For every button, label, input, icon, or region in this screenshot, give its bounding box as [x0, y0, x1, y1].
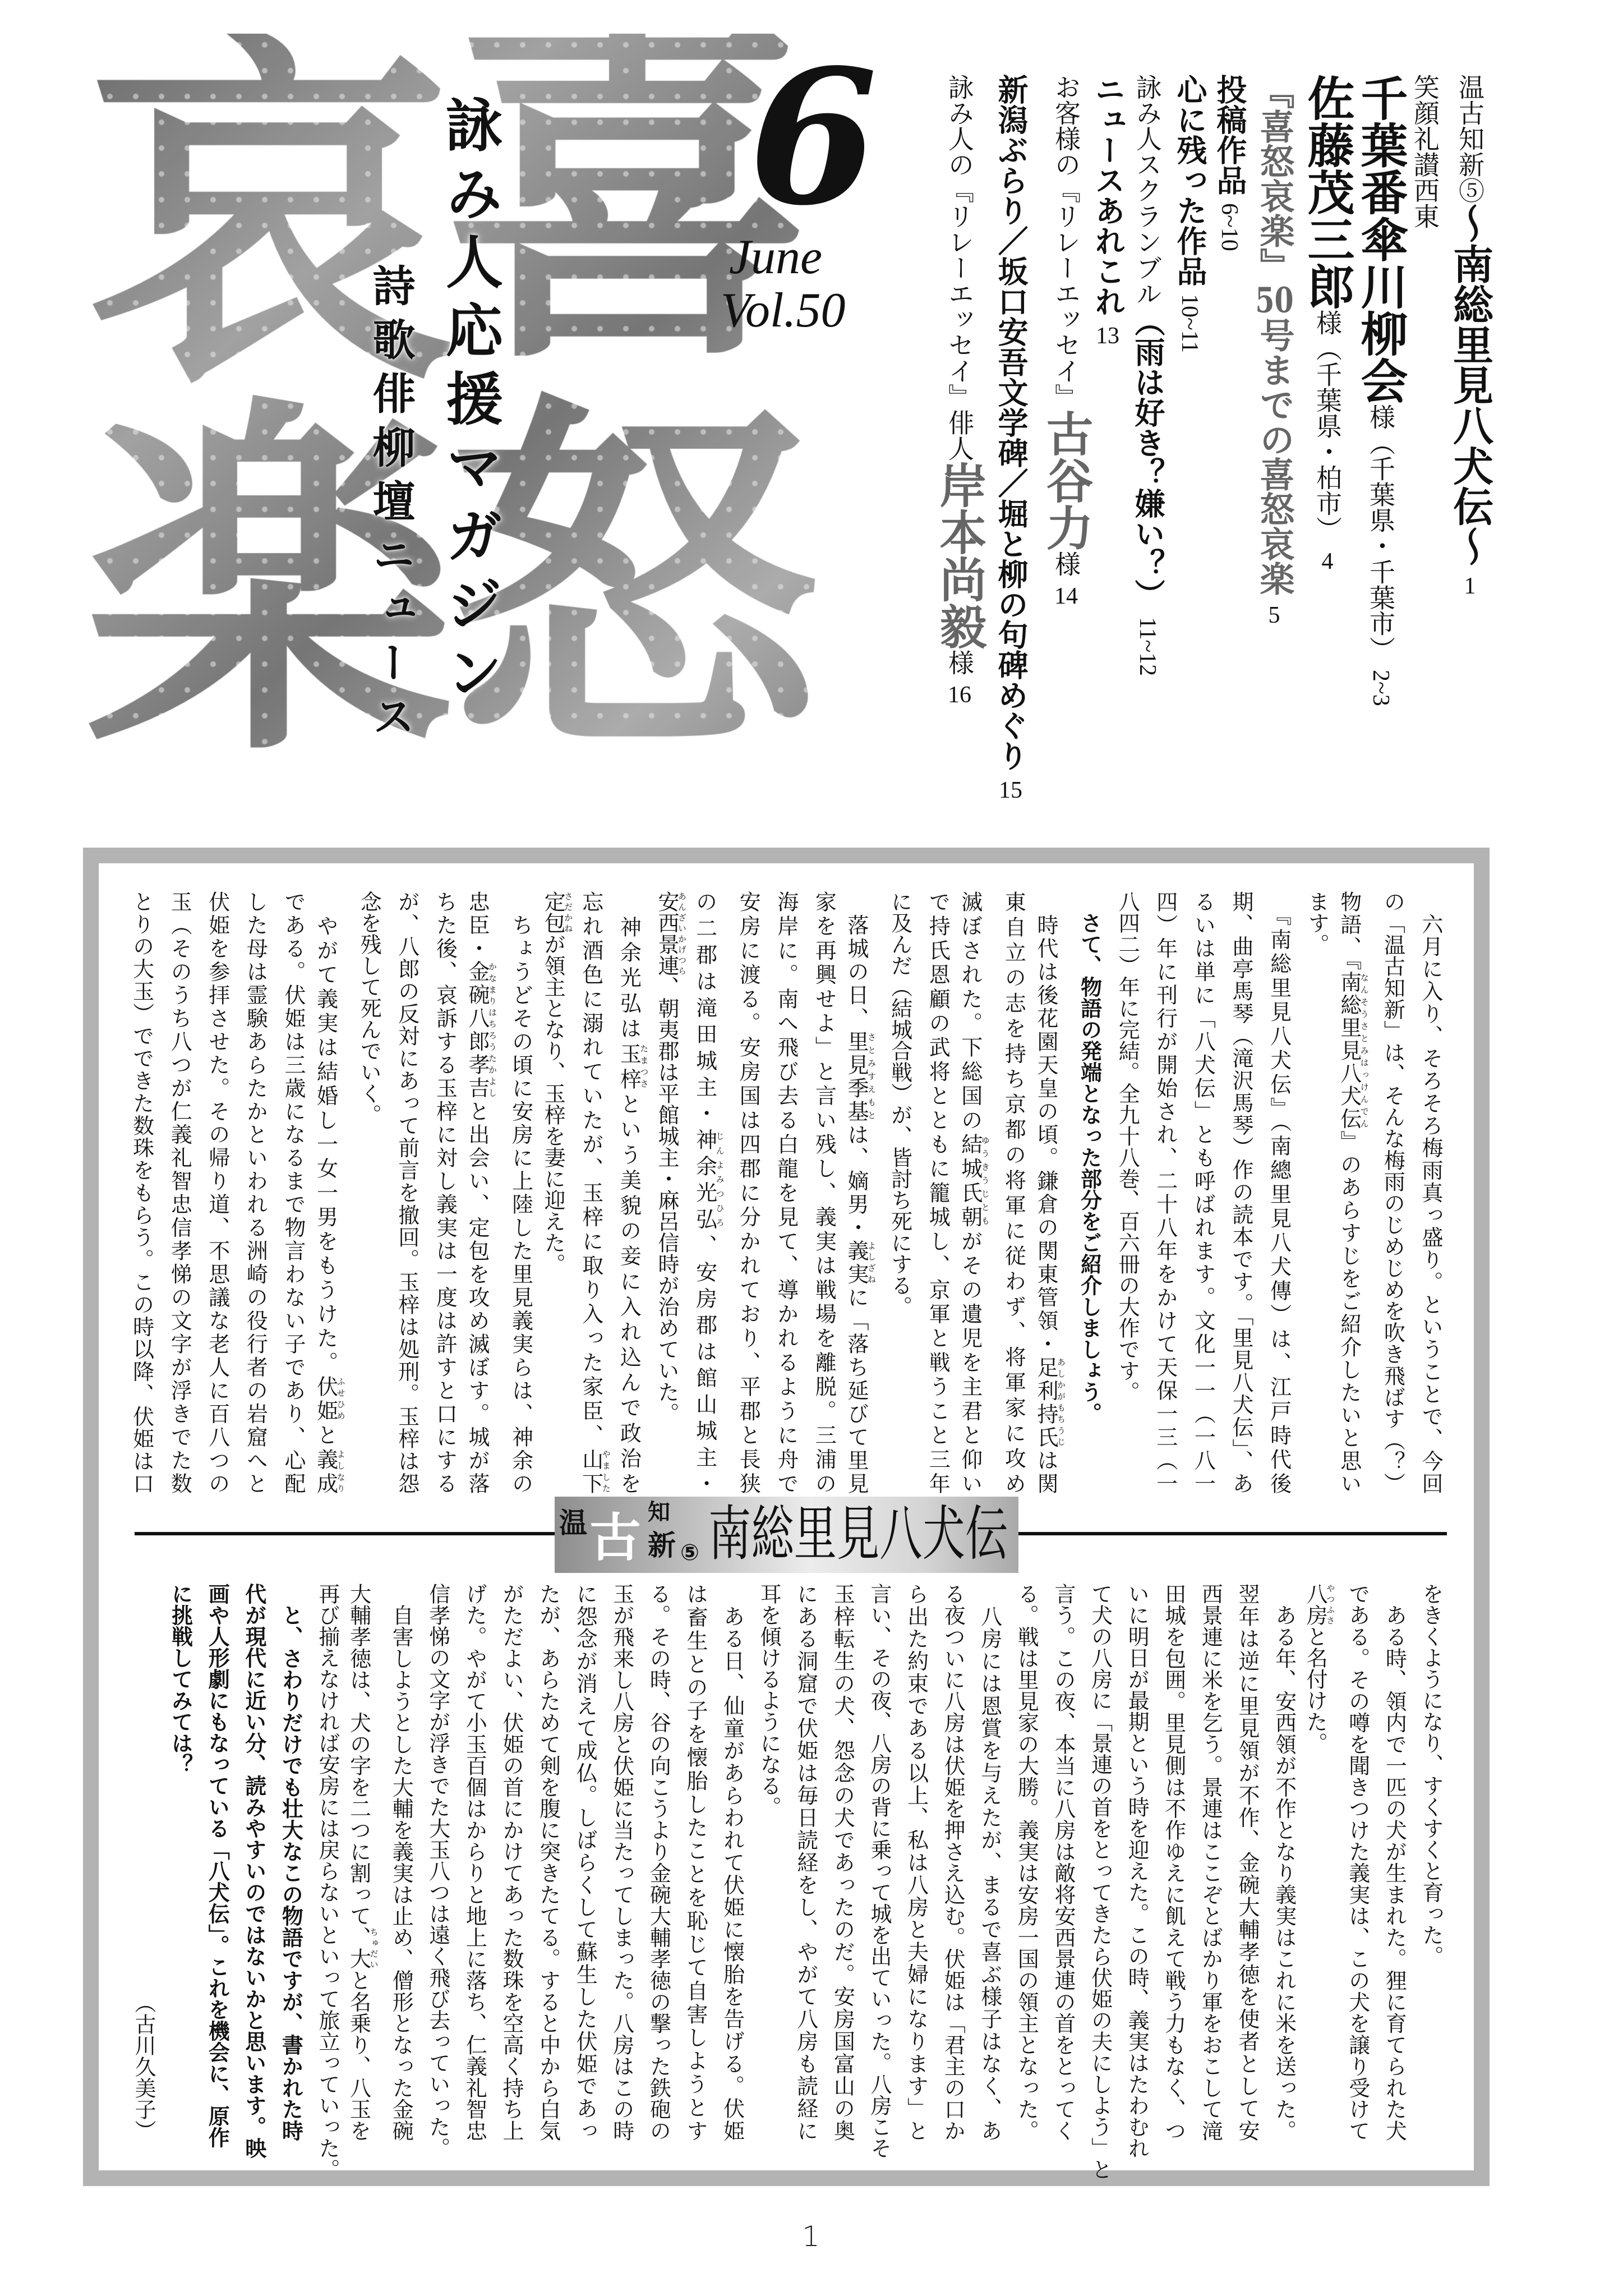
article-text-column: ある年、安西領が不作となり義実はこれに米を送った。: [1271, 1583, 1297, 2142]
article-text-column: 安房に渡る。安房国は四郡に分かれており、平郡と長狭: [736, 891, 761, 1494]
article-text-column: である。その噂を聞きつけた義実は、この犬を譲り受けて: [1345, 1583, 1370, 2142]
article-text-column: 滅ぼされた。下総国の結城氏朝ゆうきうじともがその遺児を主君と仰い: [957, 891, 990, 1494]
magazine-subtitle: 詠み人応援マガジン: [436, 95, 503, 711]
article-text-column: ます。: [1304, 891, 1330, 955]
article-text-column: をきくようになり、すくすくと育った。: [1419, 1583, 1444, 1967]
article-text-column: にある洞窟で伏姫は毎日読経をし、やがて八房も読経に: [793, 1583, 818, 2141]
article-text-column: 田城を包囲。里見側は不作ゆえに飢えて戦う力もなく、つ: [1161, 1583, 1186, 2141]
toc-entry: [1039, 74, 1094, 608]
toc-entry: [1353, 74, 1409, 706]
ruby-annotation: 玉梓たまつさ: [616, 1042, 649, 1093]
toc-entry-text: ～南総里見八犬伝～: [1446, 203, 1494, 567]
ruby-annotation: 義成よしなり: [313, 1448, 346, 1494]
ruby-annotation: 山下やました: [578, 1448, 611, 1494]
toc-entry-text: 古谷力: [1039, 409, 1094, 551]
article-text-column: である。伏姫は三歳になるまで物言わない子であり、心配: [281, 891, 306, 1494]
toc-entry-text: 50: [1255, 283, 1294, 318]
banner-char-shin: 新: [648, 1529, 676, 1562]
article-text-column: した母は霊験あらたかといわれる洲崎の役行者の岩窟へと: [243, 891, 268, 1494]
article-author: （古川久美子）: [131, 1992, 156, 2141]
article-text-column: 自害しようとした大輔を義実は止め、僧形となった金碗: [389, 1583, 414, 2141]
article-text-column: と、さわりだけでも壮大なこの物語ですが、書かれた時: [278, 1583, 303, 2141]
ruby-annotation: 八房やつふさ: [1303, 1583, 1336, 1626]
article-text-column: て犬の八房に「景連の首をとってきたら伏姫の夫にしよう」と: [1087, 1583, 1113, 2180]
toc-entry: [1212, 74, 1247, 251]
toc-entry: [1174, 74, 1205, 353]
toc-entry: [932, 74, 988, 707]
ruby-annotation: 定包さだかね: [541, 891, 574, 933]
toc-page-number: 5: [1268, 604, 1280, 627]
banner-char-chi: 知: [648, 1499, 670, 1525]
article-title: 南総里見八犬伝: [708, 1499, 1008, 1568]
toc-page-number: 2~3: [1368, 670, 1394, 706]
toc-entry-text: 心に残った作品: [1172, 74, 1207, 286]
article-text-column: で持氏恩顧の武将とともに籠城し、京軍と戦うこと三年: [925, 891, 951, 1494]
article-text-column: 『南総里見八犬伝』（南總里見八犬傳）は、江戸時代後: [1266, 891, 1292, 1494]
page-number: 1: [802, 2220, 820, 2253]
article-text-column: 四）年に刊行が開始され、二十八年をかけて天保一三（一: [1152, 891, 1178, 1494]
ruby-annotation: 安西景連あんざいかげつら: [654, 891, 687, 976]
article-text-column: 忘れ酒色に溺れていたが、玉梓に取り入った家臣、山下やました: [578, 891, 611, 1494]
article-text-column: 時代は後花園天皇の頃。鎌倉の関東管領・足利持氏あしかがもちうじは関: [1034, 891, 1066, 1494]
article-text-column: 物語、『南総里見八犬伝なんそうさとみはっけんでん』のあらすじをご紹介したいと思い: [1336, 891, 1370, 1494]
article-text-column: に挑戦してみては？: [168, 1583, 193, 1775]
article-text-column: 安西景連あんざいかげつら、朝夷郡は平館城主・麻呂信時が治めていた。: [654, 891, 687, 1424]
magazine-tagline: 詩歌俳柳壇ニュース: [366, 264, 416, 748]
toc-page-number: 6~10: [1216, 203, 1242, 251]
article-text-column: る。その時、谷の向こうより金碗大輔孝徳の撃った鉄砲の: [646, 1583, 671, 2141]
article-text-column: 八四二）年に完結。全九十八巻、百六冊の大作です。: [1115, 891, 1140, 1402]
banner-char-ko: 古: [589, 1508, 642, 1568]
article-title-banner: [555, 1497, 1018, 1573]
article-text-column: 翌年は逆に里見領が不作、金碗大輔孝徳を使者として安: [1235, 1583, 1260, 2141]
article-text-column: 六月に入り、そろそろ梅雨真っ盛り。ということで、今回: [1418, 891, 1443, 1494]
article-text-column: いに明日が最期という時を迎えた。この時、義実はたわむれ: [1124, 1583, 1150, 2159]
toc-entry: [1132, 74, 1163, 676]
toc-entry-text: 様（千葉県・千葉市）: [1366, 404, 1396, 662]
toc-entry-text: 岸本尚毅: [932, 461, 988, 650]
toc-page-number: 14: [1054, 585, 1078, 608]
article-text-column: 耳を傾けるようになる。: [757, 1583, 782, 1818]
toc-entry-text: 詠み人の『リレーエッセイ』: [944, 74, 975, 409]
toc-entry-text: 温古知新⑤: [1455, 74, 1485, 203]
toc-page-number: 13: [1096, 324, 1119, 348]
article-text-column: 神余光弘は玉梓たまつさという美貌の妾に入れ込んで政治を: [616, 891, 649, 1494]
article-text-column: に怨念が消えて成仏。しばらくして蘇生した伏姫であっ: [573, 1583, 598, 2141]
ruby-annotation: 南総里見八犬伝なんそうさとみはっけんでん: [1336, 971, 1370, 1131]
article-text-column: 代が現代に近い分、読みやすいのではないかと思います。映: [241, 1583, 266, 2159]
article-text-column: ある時、領内で一匹の犬が生まれた。狸に育てられた犬: [1382, 1583, 1407, 2141]
article-text-column: は畜生との子を懐胎したことを恥じて自害しようとす: [683, 1583, 708, 2141]
article-text-column: に及んだ（結城合戦）が、皆討ち死にする。: [887, 891, 912, 1317]
banner-series-number: ⑤: [680, 1540, 699, 1566]
issue-month: June: [729, 230, 823, 284]
toc-entry-text: 佐藤茂三郎: [1300, 74, 1355, 310]
article-text-column: 期、曲亭馬琴（滝沢馬琴）作の読本です。「里見八犬伝」、あ: [1229, 891, 1253, 1494]
toc-page-number: 15: [999, 779, 1022, 802]
toc-entry-text: 様: [1051, 551, 1081, 577]
toc-entry: [1090, 74, 1126, 348]
article-text-column: 海岸に。南へ飛び去る白龍を見て、導かれるように舟で: [773, 891, 799, 1494]
toc-entry: [1412, 74, 1438, 229]
article-text-column: る夜ついに八房は伏姫を押さえ込む。伏姫は「君主の口か: [940, 1583, 966, 2141]
toc-entry-text: お客様の『リレーエッセイ』: [1051, 74, 1081, 409]
toc-entry-text: 『喜怒哀楽』: [1254, 74, 1295, 283]
toc-entry-text: 投稿作品: [1212, 74, 1247, 195]
toc-page-number: 4: [1321, 550, 1334, 573]
article-text-column: 落城の日、里見季基さとみすえもとは、嫡男・義実よしざねに「落ち延びて里見: [844, 891, 877, 1494]
toc-entry-text: 俳人: [944, 409, 975, 461]
article-text-column: 信孝悌の文字が浮きでた大玉八つは遠く飛び去っていった。: [425, 1583, 450, 2159]
article-text-column: 玉梓転生の犬、怨念の犬であったのだ。安房国富山の奥: [830, 1583, 855, 2141]
article-text-column: 忠臣・金碗八郎孝吉かなまりはちろうたかよしと出会い、定包を攻め滅ぼす。城が落: [465, 891, 497, 1494]
toc-entry-text: 号までの喜怒哀楽: [1254, 318, 1295, 596]
ruby-annotation: 神余光弘じんよみつひろ: [692, 1129, 725, 1235]
article-text-column: 言い、その夜、八房の背に乗って城を出ていった。八房こそ: [867, 1583, 892, 2159]
article-text-column: 大輔孝徳は、犬の字を二つに割って、大ちゅだいと名乗り、八玉を: [346, 1583, 379, 2142]
article-text-column: 定包さだかねが領主となり、玉梓を妻に迎えた。: [541, 891, 574, 1274]
toc-entry-text: 新潟ぶらり／坂口安吾文学碑／堀と柳の句碑めぐり: [993, 74, 1029, 771]
ruby-annotation: 伏姫ふせひめ: [313, 1375, 346, 1424]
article-text-column: 西景連に米を乞う。景連はここぞとばかり軍をおこして滝: [1198, 1583, 1223, 2141]
ruby-annotation: 、大ちゅだい: [346, 1926, 379, 1970]
ruby-annotation: 里見季基さとみすえもと: [844, 1030, 877, 1124]
article-text-column: 念を残して死んでいく。: [357, 891, 382, 1125]
article-text-column: るいは単に「八犬伝」とも呼ばれます。文化一一（一八一: [1191, 891, 1216, 1494]
toc-page-number: 1: [1464, 574, 1476, 598]
article-text-column: 家を再興せよ」と言い残し、義実は戦場を離脱。三浦の: [811, 891, 837, 1494]
article-text-column: 言う。この夜、本当に八房は敵将安西景連の首をとってく: [1051, 1583, 1076, 2141]
issue-number: 6: [749, 29, 878, 246]
article-text-column: ちょうどその頃に安房に上陸した里見義実らは、神余の: [508, 891, 533, 1494]
article-text-column: る。戦は里見家の大勝。義実は安房一国の領主となった。: [1014, 1583, 1039, 2141]
article-text-column: 玉（そのうち八つが仁義礼智忠信孝悌の文字が浮きでた数: [167, 891, 192, 1494]
article-text-column: の「温古知新」は、そんな梅雨のじめじめを吹き飛ばす（？）: [1380, 891, 1405, 1494]
toc-page-number: 10~11: [1177, 294, 1202, 353]
toc-entry: [993, 74, 1029, 802]
banner-char-on: 温: [559, 1507, 587, 1539]
ruby-annotation: 足利持氏あしかがもちうじ: [1034, 1356, 1066, 1450]
toc-entry: [1300, 74, 1355, 573]
article-text-column: 伏姫を参拝させた。その帰り道、不思議な老人に百八つの: [205, 891, 230, 1494]
toc-entry: [1446, 74, 1494, 598]
toc-entry-text: （雨は好き？嫌い？）: [1130, 306, 1165, 609]
toc-entry-text: 様: [944, 650, 975, 675]
toc-page-number: 16: [948, 683, 971, 707]
article-text-column: やがて義実は結婚し一女一男をもうけた。伏姫ふせひめと義成よしなり: [313, 891, 346, 1494]
article-text-column: とりの大玉）でできた数珠をもらう。この時以降、伏姫は口: [129, 891, 154, 1494]
article-text-column: が、八郎の反対にあって前言を撤回。玉梓は処刑。玉梓は怨: [394, 891, 419, 1494]
ruby-annotation: 義実よしざね: [844, 1240, 877, 1287]
article-text-column: 東自立の志を持ち京都の将軍に従わず、将軍家に攻め: [1001, 891, 1026, 1494]
toc-page-number: 11~12: [1135, 617, 1160, 677]
toc-entry-text: 様（千葉県・柏市）: [1312, 310, 1343, 542]
toc-entry-text: 詠み人スクランブル: [1132, 74, 1163, 306]
ruby-annotation: 結城氏朝ゆうきうじとも: [957, 1133, 990, 1230]
issue-volume: Vol.50: [721, 283, 846, 338]
article-text-column: 八房やつふさと名付けた。: [1303, 1583, 1336, 1754]
article-text-column: たが、あらためて剣を腹に突きたてる。すると中から白気: [536, 1583, 561, 2142]
article-text-column: 画や人形劇にもなっている「八犬伝」。これを機会に、原作: [205, 1583, 230, 2148]
article-text-column: ある日、仙童があらわれて伏姫に懐胎を告げる。伏姫: [720, 1583, 745, 2141]
article-text-column: の二郡は滝田城主・神余光弘じんよみつひろ、安房郡は館山城主・: [692, 891, 725, 1494]
article-text-column: げた。やがて小玉百個はからりと地上に落ち、仁義礼智忠: [462, 1583, 487, 2141]
article-text-column: 八房には恩賞を与えたが、まるで喜ぶ様子はなく、あ: [977, 1583, 1002, 2141]
toc-entry-text: 千葉番傘川柳会: [1353, 74, 1409, 404]
toc-entry-text: 笑顔礼讃西東: [1410, 74, 1440, 229]
article-text-column: さて、物語の発端となった部分をご紹介しましょう。: [1077, 891, 1102, 1424]
article-text-column: ら出た約束である以上、私は八房と夫婦になります」と: [903, 1583, 929, 2141]
toc-entry: [1254, 74, 1295, 627]
article-text-column: ちた後、哀訴する玉梓に対し義実は一度は許すと口にする: [432, 891, 458, 1494]
article-text-column: 玉が飛来し八房と伏姫に当たってしまった。八房はこの時: [609, 1583, 634, 2141]
article-text-column: 再び揃えなければ安房には戻らないといって旅立っていった。: [315, 1583, 340, 2180]
article-text-column: がただよい、伏姫の首にかけてあった数珠を空高く持ち上: [499, 1583, 524, 2141]
toc-entry-text: ニュースあれこれ: [1090, 74, 1126, 316]
ruby-annotation: 金碗八郎孝吉かなまりはちろうたかよし: [465, 960, 497, 1101]
